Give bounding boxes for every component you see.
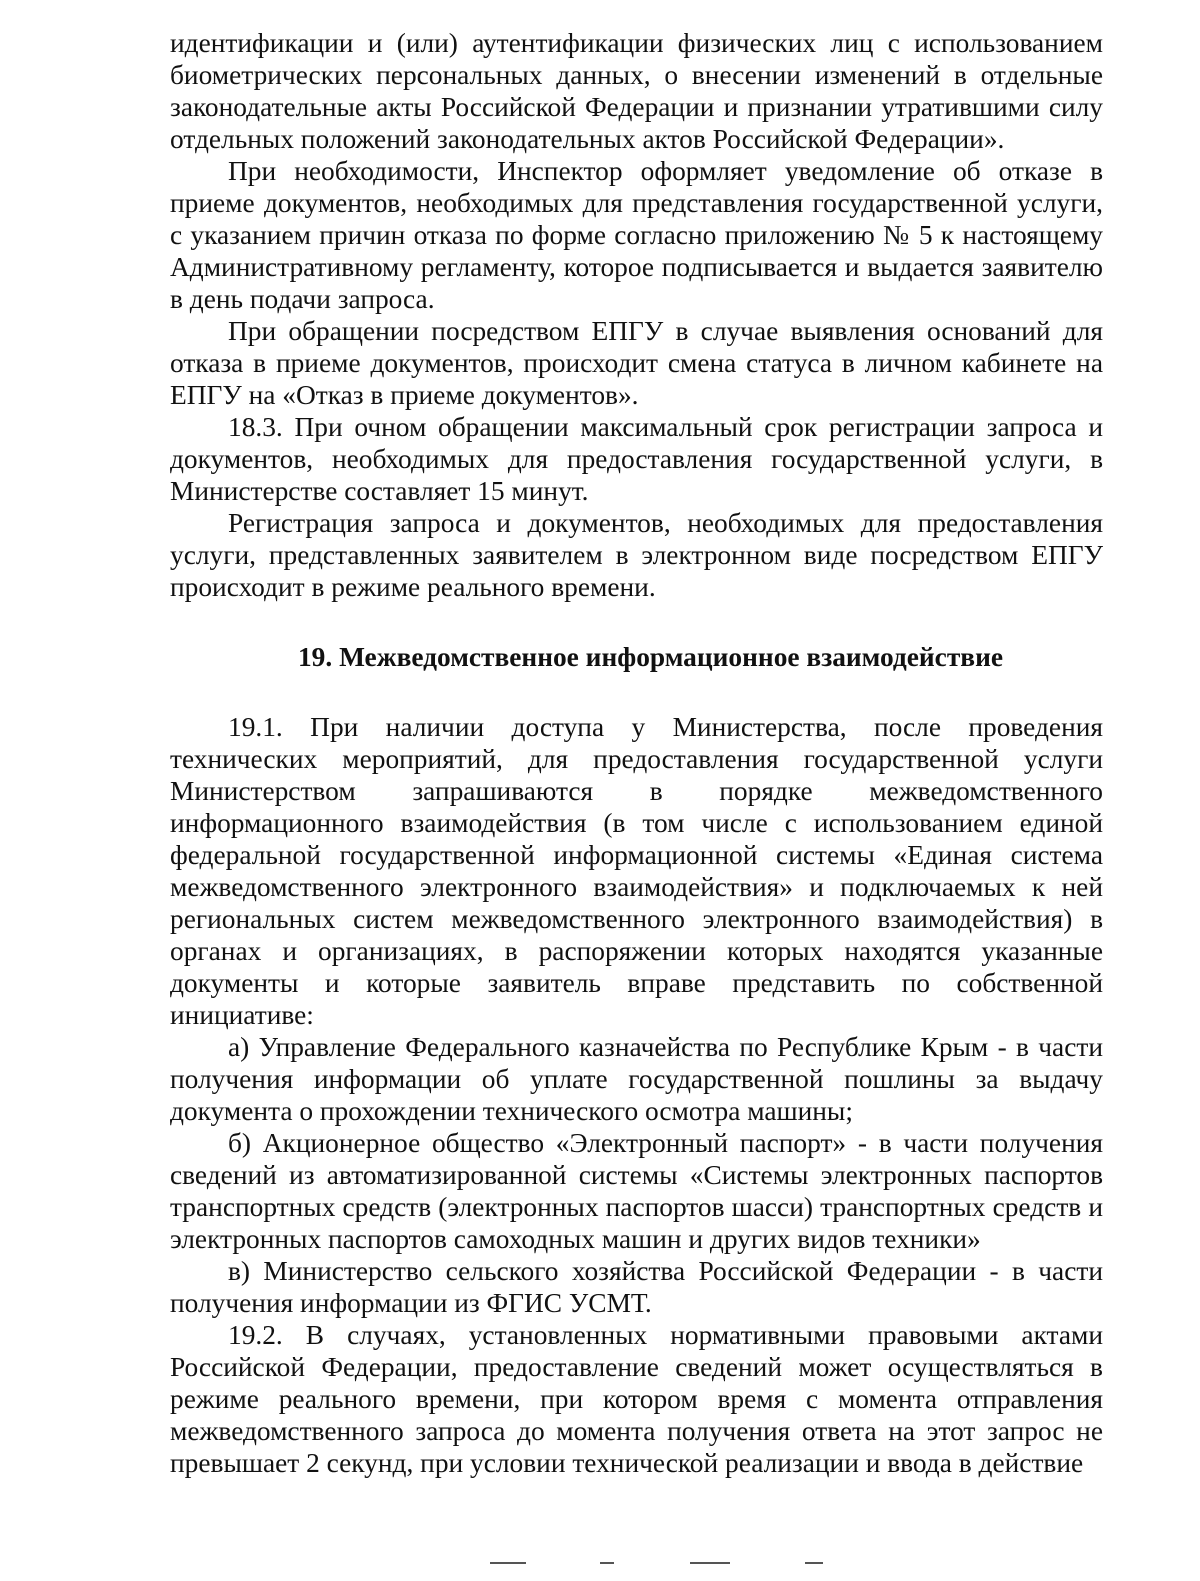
paragraph-19-1: 19.1. При наличии доступа у Министерства, после проведения технических мероприятий, для предоставления государственной услуги Министерством запрашиваются в порядке межведомственного информационного взаимодействия (в том числе с использованием единой федеральной государственной информационной системы «Единая система межведомственного электронного взаимодействия» и подключаемых к ней региональных систем межведомственного электронного взаимодействия) в органах и организациях, в распоряжении которых находятся указанные документы и которые заявитель вправе представить по собственной инициативе: xyxy=(170,712,1103,1030)
paragraph-electronic-registration: Регистрация запроса и документов, необходимых для предоставления услуги, представленных заявителем в электронном виде посредством ЕПГУ происходит в режиме реального времени. xyxy=(170,508,1103,602)
spacer xyxy=(170,603,1103,641)
paragraph-continuation: идентификации и (или) аутентификации физических лиц с использованием биометрических персональных данных, о внесении изменений в отдельные законодательные акты Российской Федерации и признании утратившими силу отдельных положений законодательных актов Российской Федерации». xyxy=(170,28,1103,154)
scan-mark xyxy=(690,1562,730,1564)
list-item-v: в) Министерство сельского хозяйства Российской Федерации - в части получения информации из ФГИС УСМТ. xyxy=(170,1256,1103,1318)
list-item-b: б) Акционерное общество «Электронный паспорт» - в части получения сведений из автоматизированной системы «Системы электронных паспортов транспортных средств (электронных паспортов шасси) транспортных средств и электронных паспортов самоходных машин и других видов техники» xyxy=(170,1128,1103,1254)
scan-artifact-marks xyxy=(490,1562,850,1566)
scan-mark xyxy=(805,1562,823,1564)
document-body xyxy=(170,27,1103,1479)
paragraph-refusal-notice: При необходимости, Инспектор оформляет уведомление об отказе в приеме документов, необходимых для представления государственной услуги, с указанием причин отказа по форме согласно приложению № 5 к настоящему Административному регламенту, которое подписывается и выдается заявителю в день подачи запроса. xyxy=(170,156,1103,314)
paragraph-18-3: 18.3. При очном обращении максимальный срок регистрации запроса и документов, необходимых для предоставления государственной услуги, в Министерстве составляет 15 минут. xyxy=(170,412,1103,506)
scan-mark xyxy=(490,1562,526,1564)
spacer xyxy=(170,673,1103,711)
list-item-a: а) Управление Федерального казначейства по Республике Крым - в части получения информации об уплате государственной пошлины за выдачу документа о прохождении технического осмотра машины; xyxy=(170,1032,1103,1126)
scan-mark xyxy=(600,1562,614,1564)
paragraph-epgu-refusal: При обращении посредством ЕПГУ в случае выявления оснований для отказа в приеме документов, происходит смена статуса в личном кабинете на ЕПГУ на «Отказ в приеме документов». xyxy=(170,316,1103,410)
section-heading: 19. Межведомственное информационное взаимодействие xyxy=(297,642,1004,672)
paragraph-19-2: 19.2. В случаях, установленных нормативными правовыми актами Российской Федерации, предоставление сведений может осуществляться в режиме реального времени, при котором время с момента отправления межведомственного запроса до момента получения ответа на этот запрос не превышает 2 секунд, при условии технической реализации и ввода в действие xyxy=(170,1320,1103,1478)
